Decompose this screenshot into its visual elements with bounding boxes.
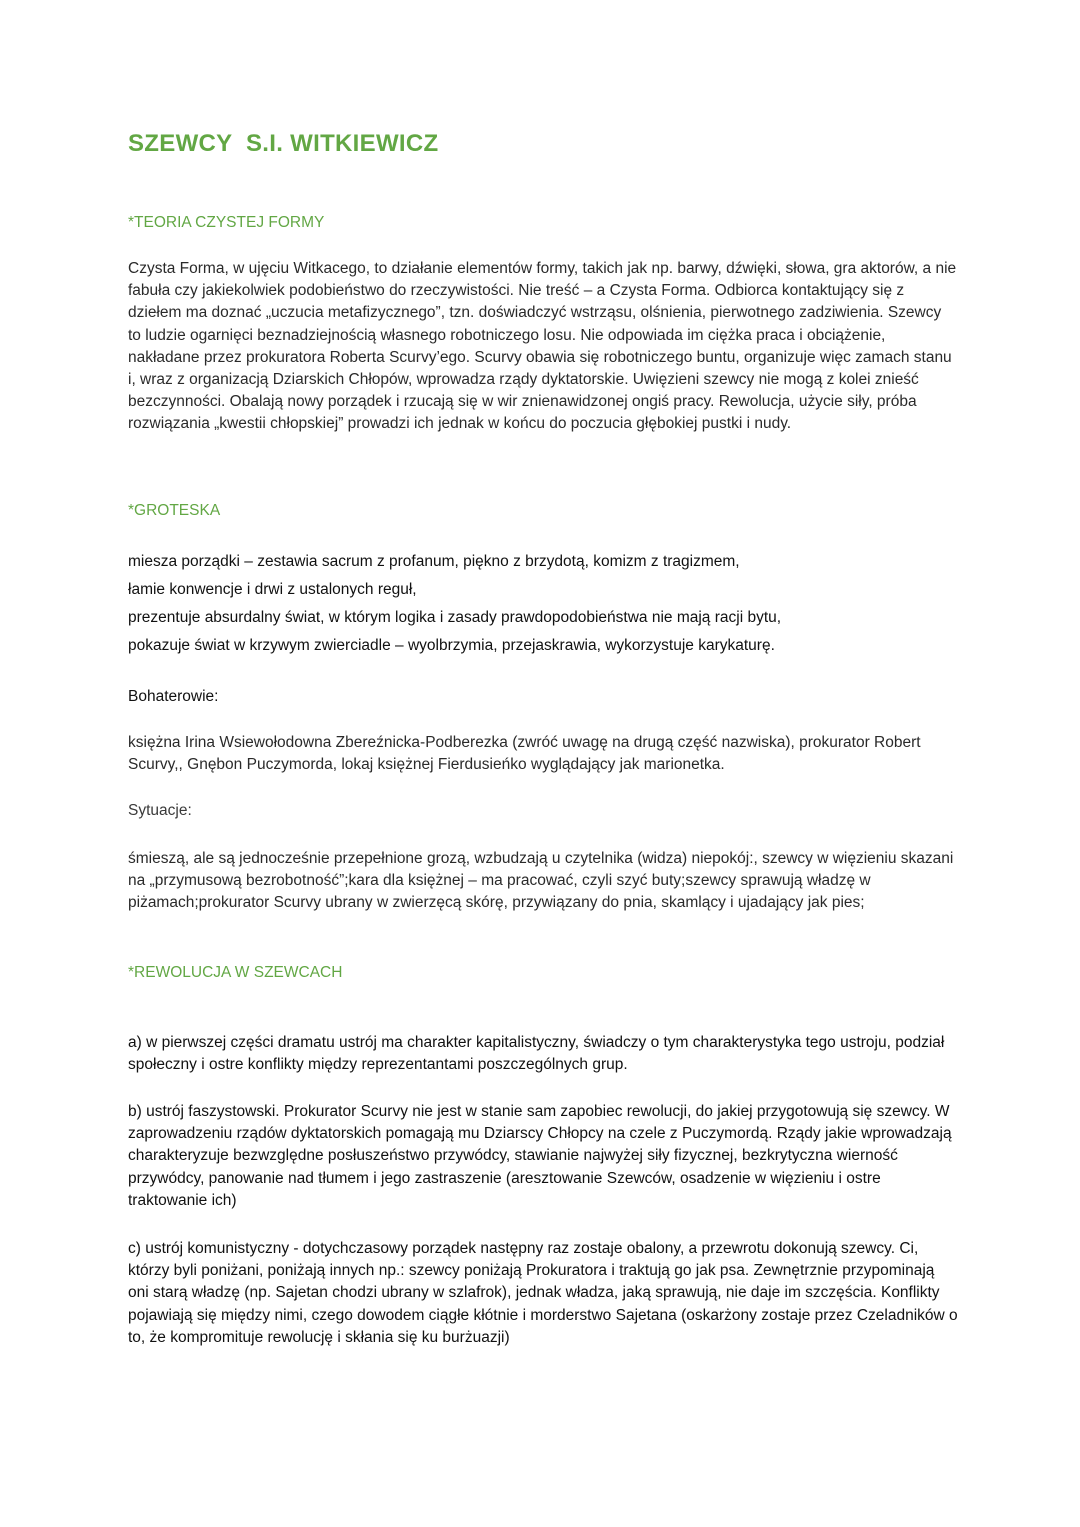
document-title: SZEWCY S.I. WITKIEWICZ <box>128 130 439 157</box>
list-item: prezentuje absurdalny świat, w którym logika i zasady prawdopodobieństwa nie mają racji bytu, <box>128 609 782 626</box>
paragraph-teoria: Czysta Forma, w ujęciu Witkacego, to działanie elementów formy, takich jak np. barwy, dźwięki, słowa, gra aktorów, a nie fabuła czy jakiekolwiek podobieństwo do rzeczywistości. Nie treść – a Czysta Forma. Odbiorca kontaktujący się z dziełem ma doznać „uczucia metafizycznego”, tzn. doświadczyć wstrząsu, olśnienia, pierwotnego zadziwienia. Szewcy to ludzie ogarnięci beznadziejnością własnego robotniczego losu. Nie odpowiada im ciężka praca i obciążenie, nakładane przez prokuratora Roberta Scurvy’ego. Scurvy obawia się robotniczego buntu, organizuje więc zamach stanu i, wraz z organizacją Dziarskich Chłopów, wprowadza rządy dyktatorskie. Uwięzieni szewcy nie mogą z kolei znieść bezczynności. Obalają nowy porządek i rzucają się w wir znienawidzonej ongiś pracy. Rewolucja, użycie siły, próba rozwiązania „kwestii chłopskiej” prowadzi ich jednak w końcu do poczucia głębokiej pustki i nudy. <box>128 260 957 433</box>
label-bohaterowie: Bohaterowie: <box>128 688 219 705</box>
paragraph-sytuacje: śmieszą, ale są jednocześnie przepełnione grozą, wzbudzają u czytelnika (widza) niepokój:, szewcy w więzieniu skazani na „przymusową bezrobotność”;kara dla księżnej – ma pracować, czyli szyć buty;szewcy sprawują władzę w piżamach;prokurator Scurvy ubrany w zwierzęcą skórę, przywiązany do pnia, skamlący i ujadający jak pies; <box>128 850 954 912</box>
paragraph-bohaterowie: księżna Irina Wsiewołodowna Zbereźnicka-Podberezka (zwróć uwagę na drugą część nazwiska), prokurator Robert Scurvy,, Gnębon Puczymorda, lokaj księżnej Fierdusieńko wyglądający jak marionetka. <box>128 734 921 774</box>
groteska-list <box>128 548 958 660</box>
label-sytuacje: Sytuacje: <box>128 802 192 819</box>
list-item: łamie konwencje i drwi z ustalonych reguł, <box>128 581 417 598</box>
heading-rewolucja: *REWOLUCJA W SZEWCACH <box>128 964 343 981</box>
paragraph-rewolucja-b: b) ustrój faszystowski. Prokurator Scurvy nie jest w stanie sam zapobiec rewolucji, do jakiej przygotowują się szewcy. W zaprowadzeniu rządów dyktatorskich pomagają mu Dziarscy Chłopcy na czele z Puczymordą. Rządy jakie wprowadzają charakteryzuje bezwzględne posłuszeństwo przywódcy, stawianie najwyżej siły fizycznej, bezkrytyczna wierność przywódcy, panowanie nad tłumem i jego zastraszenie (aresztowanie Szewców, osadzenie w więzieniu i ostre traktowanie ich) <box>128 1103 952 1209</box>
list-item: miesza porządki – zestawia sacrum z profanum, piękno z brzydotą, komizm z tragizmem, <box>128 553 740 570</box>
paragraph-rewolucja-a: a) w pierwszej części dramatu ustrój ma charakter kapitalistyczny, świadczy o tym charakterystyka tego ustroju, podział społeczny i ostre konflikty między reprezentantami poszczególnych grup. <box>128 1034 945 1074</box>
heading-groteska: *GROTESKA <box>128 502 221 519</box>
list-item: pokazuje świat w krzywym zwierciadle – wyolbrzymia, przejaskrawia, wykorzystuje karykaturę. <box>128 637 775 654</box>
paragraph-rewolucja-c: c) ustrój komunistyczny - dotychczasowy porządek następny raz zostaje obalony, a przewrotu dokonują szewcy. Ci, którzy byli poniżani, poniżają innych np.: szewcy poniżają Prokuratora i traktują go jak psa. Zewnętrznie przypominają oni starą władzę (np. Sajetan chodzi ubrany w szlafrok), jednak władza, jaką sprawują, nie daje im szczęścia. Konflikty pojawiają się między nimi, czego dowodem ciągłe kłótnie i morderstwo Sajetana (oskarżony zostaje przez Czeladników o to, że kompromituje rewolucję i skłania się ku burżuazji) <box>128 1240 958 1346</box>
heading-teoria: *TEORIA CZYSTEJ FORMY <box>128 214 325 231</box>
